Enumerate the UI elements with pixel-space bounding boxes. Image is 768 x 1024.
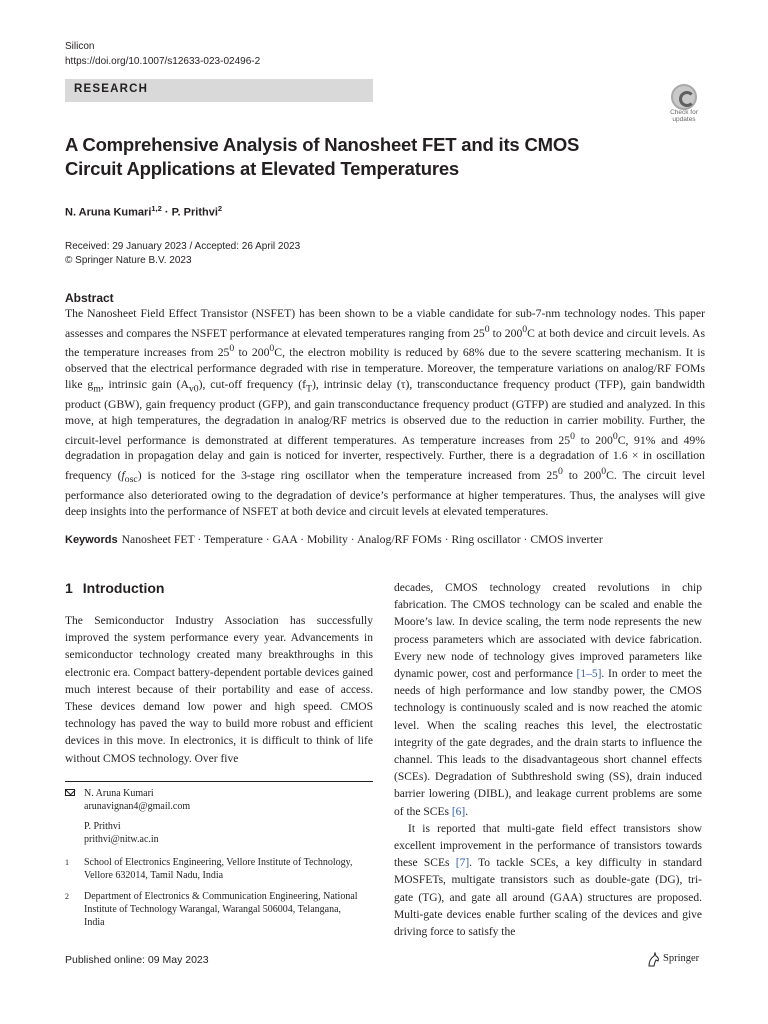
article-title: A Comprehensive Analysis of Nanosheet FET and its CMOS Circuit Applications at Elevated Temperatures [65,134,580,179]
citation-link[interactable]: [1–5] [576,668,602,681]
text-segment: . [465,805,469,818]
abstract-segment: C, 91% and 49% degradation in propagation delay and gain is noticed for inverter, respectively. Further, there is a degradation of 1.6 × in oscillation frequency ( [65,433,705,483]
section-heading [65,580,164,596]
check-for-updates-badge[interactable] [664,84,704,124]
text-segment: . To tackle SCEs, a key difficulty in standard MOSFETs, multigate transistors such as double-gate (DG), tri-gate (TG), and gate all around (GAA) structures are proposed. Multi-gate devices enable further scaling of the devices and give driving force to satisfy the [394,857,702,939]
doi-link[interactable]: https://doi.org/10.1007/s12633-023-02496-2 [65,56,261,67]
abstract-segment: C. The circuit level performance also deteriorated owing to the degradation of device’s performance at higher temperatures. Thus, the analyses will give deep insights into the performance of NSFET at both device and circuit levels at elevated temperatures. [65,469,705,518]
intro-right-column [394,580,702,941]
abstract-segment: to 200 [562,469,602,483]
second-author-name: P. Prithvi [84,821,121,832]
keywords-list: Nanosheet FET · Temperature · GAA · Mobility · Analog/RF FOMs · Ring oscillator · CMOS inverter [121,533,603,546]
superscript: 0 [570,430,575,442]
keywords [65,533,715,546]
section-title: Introduction [82,580,165,596]
affiliation-marker: 2 [65,892,69,901]
second-author-email[interactable]: prithvi@nitw.ac.in [84,834,159,845]
abstract-segment: C, the electron mobility is reduced by 68% due to the severe scattering mechanism. It is observed that the electrical performance degraded with rise in temperature. Moreover, the temperature variations on analog/RF FOMs like g [65,346,705,391]
superscript: 0 [229,343,235,355]
abstract-segment: to 200 [574,433,613,447]
journal-name: Silicon [65,41,95,52]
subscript: T [306,383,312,395]
corresponding-author-name: N. Aruna Kumari [84,788,154,799]
subscript: osc [124,474,138,486]
citation-link[interactable]: [6] [451,805,466,818]
text-segment: It is reported that multi-gate field effect transistors show excellent improvement in the performance of transistors towards these SCEs [394,822,702,870]
affiliation-text: Department of Electronics & Communication Engineering, National Institute of Technology Warangal, Warangal 506004, Telangana, India [84,891,358,928]
abstract-segment: The Nanosheet Field Effect Transistor (NSFET) has been shown to be a viable candidate for sub-7-nm technology nodes. This paper assesses and compares the NSFET performance at elevated temperatures ranging from 25 [65,307,705,340]
superscript: 0 [269,343,275,355]
received-accepted-dates: Received: 29 January 2023 / Accepted: 26 April 2023 [65,241,301,252]
subscript: v0 [188,383,199,395]
author-affiliation-marker: 2 [217,204,223,213]
published-date: Published online: 09 May 2023 [65,954,209,966]
author-separator: · [161,206,172,219]
envelope-icon [65,789,75,796]
abstract-segment: ), cut-off frequency (f [198,377,307,391]
footnote-divider [65,781,373,782]
intro-paragraph-left: The Semiconductor Industry Association has successfully improved the system performance every year. Advancements in semiconductor technology created many breakthroughs in this electronic era. Compact battery-dependent portable devices gained much interest because of their portability and ease of access. These devices demand low power and high speed. CMOS technology has paved the way to build more robust and efficient devices in this move. In electronics, it is difficult to think of life without CMOS technology. Over five [65,615,373,765]
abstract-segment: ) is noticed for the 3-stage ring oscillator when the temperature increased from 25 [137,469,559,483]
author-name[interactable]: N. Aruna Kumari [65,206,152,219]
superscript: 0 [484,323,490,335]
affiliation-text: School of Electronics Engineering, Vellore Institute of Technology, Vellore 632014, Tamil Nadu, India [84,857,353,881]
superscript: 0 [601,466,607,478]
superscript: 0 [558,466,563,478]
publisher-name: Springer [663,953,700,964]
section-number: 1 [65,580,73,596]
abstract-heading: Abstract [65,291,114,305]
section-label: RESEARCH [74,83,149,95]
abstract-segment: ), intrinsic delay (τ), transconductance frequency product (TFP), gain bandwidth product (GBW), gain frequency product (GFP), and gain transconductance frequency product (GTFP) are studied and analyzed. In this move, at high temperatures, the degradation in analog/RF metrics is observed due to the reduction in carrier mobility. Further, the circuit-level performance is demonstrated at different temperatures. As temperature increases from 25 [65,377,705,447]
corresponding-author-email[interactable]: arunavignan4@gmail.com [84,801,191,812]
abstract-segment: C at both device and circuit levels. As the temperature increases from 25 [65,326,706,360]
citation-link[interactable]: [7] [455,857,470,870]
abstract-text [65,306,705,520]
text-segment: . In order to meet the needs of high performance and low standby power, the CMOS technology is continuously scaled and is now reached the atomic level. When the scaling reaches this level, the electrostatic integrity of the gate degrades, and the drain starts to influence the channel. This leads to the disadvantageous short channel effects (SCEs). Degradation of Subthreshold swing (SS), drain induced barrier lowering (DIBL), and leakage current problems are some of the SCEs [394,668,702,818]
abstract-segment: to 200 [234,346,270,360]
check-updates-label: Check for updates [670,109,698,123]
author-list [65,204,222,219]
italic-symbol: f [121,469,125,483]
springer-horse-icon [646,952,660,967]
author-name[interactable]: P. Prithvi [171,206,218,219]
intro-paragraph [394,821,702,941]
superscript: 0 [522,323,528,335]
check-updates-icon [671,84,697,110]
superscript: 0 [612,430,618,442]
intro-paragraph [394,580,702,821]
affiliation-marker: 1 [65,858,69,867]
abstract-segment: to 200 [489,326,523,340]
abstract-segment: , intrinsic gain (A [100,377,189,391]
author-affiliation-marker: 1,2 [151,204,162,213]
text-segment: decades, CMOS technology created revolutions in chip fabrication. The CMOS technology can be scaled and enable the Moore’s law. In device scaling, the term node represents the new process parameters which are associated with device fabrication. Every new node of technology gives improved parameters like dynamic power, cost and performance [394,582,702,681]
copyright-notice: © Springer Nature B.V. 2023 [65,255,192,266]
section-band [65,79,373,102]
keywords-label: Keywords [65,534,118,546]
subscript: m [93,383,101,395]
